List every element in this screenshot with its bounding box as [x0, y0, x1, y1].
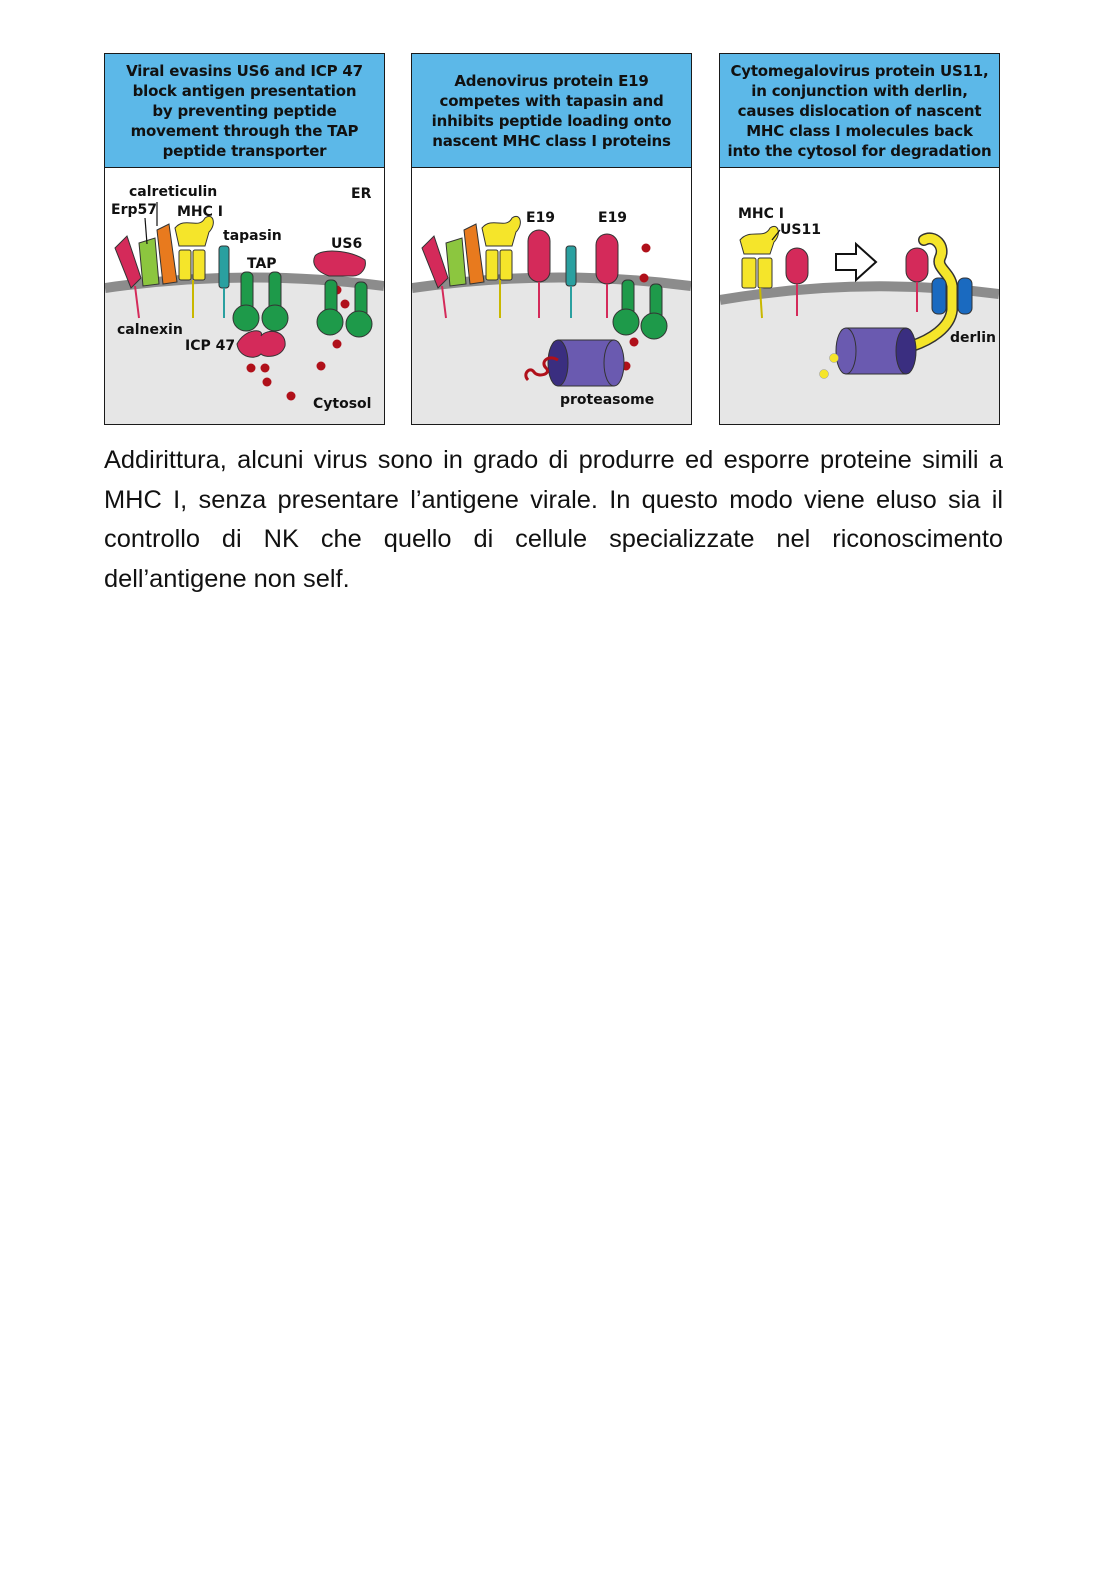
- panel-header: [105, 54, 384, 168]
- panel-title: Cytomegalovirus protein US11, in conjunction with derlin, causes dislocation of nascent MHC class I molecules back into the cytosol for degradation: [727, 61, 992, 160]
- erp57-shape: [446, 238, 466, 286]
- mhc-domain-b: [500, 250, 512, 280]
- e19-shape: [528, 230, 550, 282]
- diagram-us11: [720, 168, 999, 424]
- panel-header: [412, 54, 691, 168]
- erp57-shape: [139, 238, 159, 286]
- tap-nbd-b: [262, 305, 288, 331]
- mhc-shape: [175, 216, 213, 246]
- label-mhc: MHC I: [177, 204, 224, 220]
- label-us11: US11: [780, 222, 821, 238]
- calnexin-shape: [422, 236, 448, 288]
- leader-line: [145, 218, 147, 244]
- calreticulin-shape: [157, 224, 177, 284]
- proteasome-end: [604, 340, 624, 386]
- tapasin-shape: [566, 246, 576, 286]
- calreticulin-shape: [464, 224, 484, 284]
- tap-nbd-b: [641, 313, 667, 339]
- peptide-dot: [317, 362, 326, 371]
- label-derlin: derlin: [950, 330, 996, 346]
- tap-nbd-c: [317, 309, 343, 335]
- peptide-dot: [263, 378, 272, 387]
- label-proteasome: proteasome: [560, 392, 655, 408]
- peptide-dot: [247, 364, 256, 373]
- label-cytosol: Cytosol: [313, 396, 372, 412]
- label-er: ER: [351, 186, 372, 202]
- calnexin-shape: [115, 236, 141, 288]
- label-calreticulin: calreticulin: [129, 184, 218, 200]
- peptide-dot: [640, 274, 649, 283]
- icp47-shape: [237, 331, 285, 357]
- label-us6: US6: [331, 236, 363, 252]
- derlin-subunit-a: [932, 278, 946, 314]
- label-calnexin: calnexin: [117, 322, 183, 338]
- us6-shape: [314, 251, 366, 276]
- us11-shape: [906, 248, 928, 282]
- label-e19-left: E19: [526, 210, 556, 226]
- panel-header: [720, 54, 999, 168]
- tap-nbd-a: [613, 309, 639, 335]
- peptide-dot: [287, 392, 296, 401]
- panel-illustration: [720, 168, 999, 425]
- body-paragraph: Addirittura, alcuni virus sono in grado di produrre ed esporre proteine simili a MHC I, senza presentare l’antigene virale. In questo modo viene eluso sia il controllo di NK che quello di cellule specializzate nel riconoscimento dell’antigene non self.: [104, 446, 1003, 593]
- us11-shape: [786, 248, 808, 284]
- diagram-e19: [412, 168, 691, 424]
- panel-us6-icp47: [104, 53, 385, 425]
- e19-shape: [596, 234, 618, 284]
- label-e19-right: E19: [598, 210, 628, 226]
- mhc-domain-a: [179, 250, 191, 280]
- tap-nbd-a: [233, 305, 259, 331]
- proteasome-opening: [896, 328, 916, 374]
- peptide-dot: [642, 244, 651, 253]
- panel-title: Adenovirus protein E19 competes with tapasin and inhibits peptide loading onto nascent MHC class I proteins: [431, 71, 672, 150]
- label-tap: TAP: [247, 256, 277, 272]
- mhc-domain-a: [486, 250, 498, 280]
- mhc-domain-a: [742, 258, 756, 288]
- peptide-dot: [261, 364, 270, 373]
- derlin-subunit-b: [958, 278, 972, 314]
- panel-e19: [411, 53, 692, 425]
- peptide-dot: [341, 300, 350, 309]
- mhc-domain-b: [758, 258, 772, 288]
- label-icp47: ICP 47: [185, 338, 236, 354]
- peptide-dot: [630, 338, 639, 347]
- panel-illustration: [412, 168, 691, 425]
- proteasome-end: [836, 328, 856, 374]
- fragment-dot: [830, 354, 839, 363]
- panel-title: Viral evasins US6 and ICP 47 block antigen presentation by preventing peptide movement through the TAP peptide transporter: [126, 61, 363, 160]
- peptide-dot: [333, 340, 342, 349]
- panel-us11: [719, 53, 1000, 425]
- label-tapasin: tapasin: [223, 228, 282, 244]
- proteasome-opening: [548, 340, 568, 386]
- tapasin-shape: [219, 246, 229, 288]
- mhc-shape: [482, 216, 520, 246]
- figure: [104, 53, 1004, 427]
- fragment-dot: [820, 370, 829, 379]
- diagram-us6-icp47: [105, 168, 384, 424]
- panel-illustration: [105, 168, 384, 425]
- mhc-domain-b: [193, 250, 205, 280]
- label-erp57: Erp57: [111, 202, 157, 218]
- label-mhc: MHC I: [738, 206, 785, 222]
- arrow-right-icon: [836, 244, 876, 280]
- tap-nbd-d: [346, 311, 372, 337]
